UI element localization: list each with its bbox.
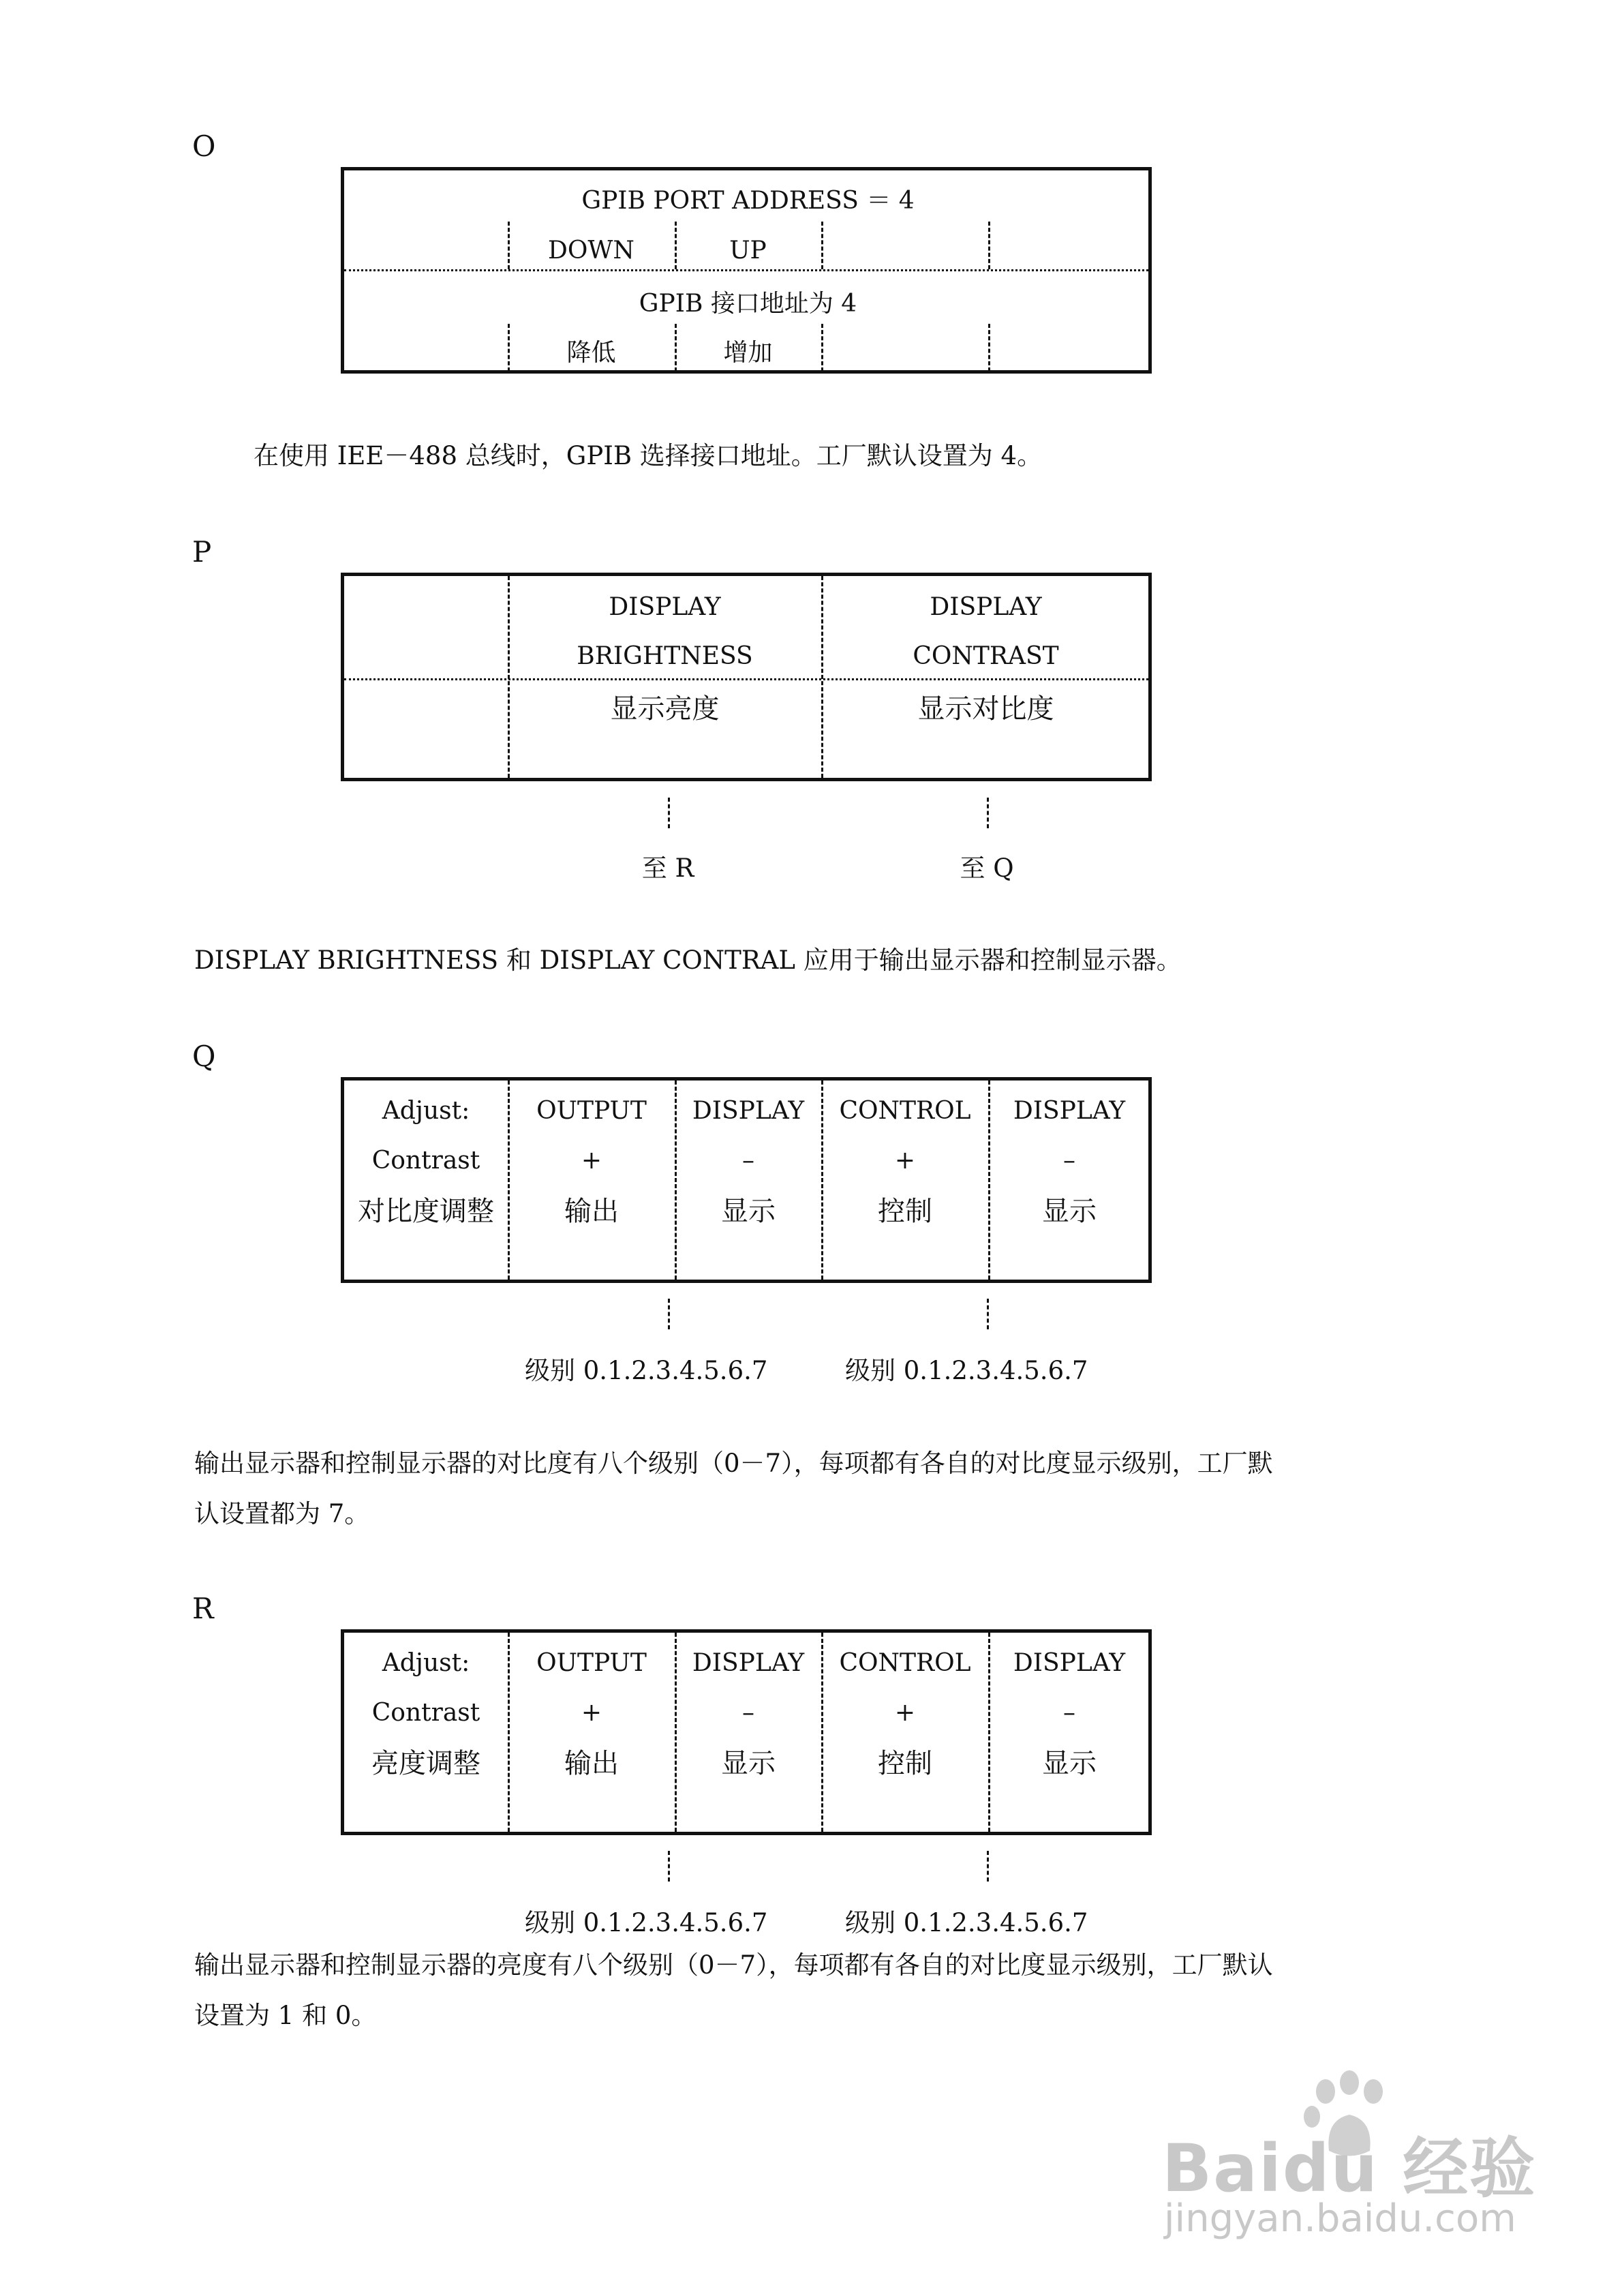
display-contrast-line2: CONTRAST <box>913 642 1059 670</box>
display-minus-key: DISPLAY <box>692 1097 805 1125</box>
watermark-url: jingyan.baidu.com <box>1164 2196 1516 2241</box>
up-key-label-cn: 增加 <box>723 339 773 367</box>
down-key-label: DOWN <box>548 237 634 265</box>
plus-sign: + <box>581 1147 602 1175</box>
dash <box>988 324 990 372</box>
gpib-header-cn: GPIB 接口地址为 4 <box>639 290 857 318</box>
baidu-jingyan-logo: Baidu 经验 <box>1162 2130 1537 2207</box>
display-contrast-cn: 显示对比度 <box>917 693 1054 725</box>
panel-divider <box>344 269 1148 271</box>
arrow-connector <box>987 798 989 828</box>
minus-sign: – <box>742 1699 754 1727</box>
section-p-letter: P <box>192 535 212 569</box>
section-r-description-line1: 输出显示器和控制显示器的亮度有八个级别（0－7），每项都有各自的对比度显示级别，工厂默认 <box>194 1950 1273 1980</box>
down-key-label-cn: 降低 <box>566 339 616 367</box>
arrow-connector <box>668 798 670 828</box>
output-cn: 输出 <box>564 1748 619 1779</box>
display-contrast-line1: DISPLAY <box>930 593 1042 621</box>
dash <box>821 324 823 372</box>
adjust-label: Adjust: <box>382 1649 470 1677</box>
plus-sign: + <box>581 1699 602 1727</box>
section-o-letter: O <box>192 130 216 163</box>
level-connector <box>987 1851 989 1882</box>
display-minus-key-2: DISPLAY <box>1013 1097 1126 1125</box>
contrast-label: Contrast <box>371 1147 480 1175</box>
control-level-range: 级别 0.1.2.3.4.5.6.7 <box>845 1908 1088 1937</box>
dash <box>821 222 823 269</box>
control-level-range: 级别 0.1.2.3.4.5.6.7 <box>845 1356 1088 1385</box>
dash <box>988 222 990 269</box>
level-connector <box>668 1851 670 1882</box>
section-q-description-line2: 认设置都为 7。 <box>194 1499 370 1528</box>
level-connector <box>987 1299 989 1329</box>
display-cn: 显示 <box>1042 1748 1097 1779</box>
output-cn: 输出 <box>564 1196 619 1227</box>
output-level-range: 级别 0.1.2.3.4.5.6.7 <box>525 1908 768 1937</box>
display-brightness-line1: DISPLAY <box>609 593 721 621</box>
display-minus-key: DISPLAY <box>692 1649 805 1677</box>
goto-q-label: 至 Q <box>960 854 1014 883</box>
control-plus-key: CONTROL <box>839 1649 971 1677</box>
goto-r-label: 至 R <box>641 854 694 883</box>
display-cn: 显示 <box>1042 1196 1097 1227</box>
section-o-description: 在使用 IEE－488 总线时，GPIB 选择接口地址。工厂默认设置为 4。 <box>254 441 1043 470</box>
adjust-label: Adjust: <box>382 1097 470 1125</box>
up-key-label: UP <box>729 237 767 265</box>
minus-sign: – <box>742 1147 754 1175</box>
section-r-letter: R <box>192 1592 214 1625</box>
output-level-range: 级别 0.1.2.3.4.5.6.7 <box>525 1356 768 1385</box>
section-r-description-line2: 设置为 1 和 0。 <box>194 2001 377 2030</box>
section-q-description-line1: 输出显示器和控制显示器的对比度有八个级别（0－7），每项都有各自的对比度显示级别，工厂默 <box>194 1449 1273 1478</box>
display-minus-key-2: DISPLAY <box>1013 1649 1126 1677</box>
plus-sign: + <box>894 1699 916 1727</box>
contrast-label: Contrast <box>371 1699 480 1727</box>
control-cn: 控制 <box>878 1748 932 1779</box>
contrast-adjust-cn: 对比度调整 <box>358 1196 494 1227</box>
brightness-adjust-cn: 亮度调整 <box>371 1748 480 1779</box>
display-brightness-cn: 显示亮度 <box>610 693 720 725</box>
gpib-header: GPIB PORT ADDRESS ＝ 4 <box>581 187 915 215</box>
display-cn: 显示 <box>721 1196 776 1227</box>
display-brightness-line2: BRIGHTNESS <box>577 642 753 670</box>
level-connector <box>668 1299 670 1329</box>
control-plus-key: CONTROL <box>839 1097 971 1125</box>
panel-divider <box>344 678 1148 680</box>
display-cn: 显示 <box>721 1748 776 1779</box>
output-plus-key: OUTPUT <box>536 1097 647 1125</box>
minus-sign: – <box>1063 1147 1075 1175</box>
control-cn: 控制 <box>878 1196 932 1227</box>
section-p-description: DISPLAY BRIGHTNESS 和 DISPLAY CONTRAL 应用于输出显示器和控制显示器。 <box>194 946 1182 975</box>
output-plus-key: OUTPUT <box>536 1649 647 1677</box>
section-q-letter: Q <box>192 1040 216 1073</box>
minus-sign: – <box>1063 1699 1075 1727</box>
plus-sign: + <box>894 1147 916 1175</box>
